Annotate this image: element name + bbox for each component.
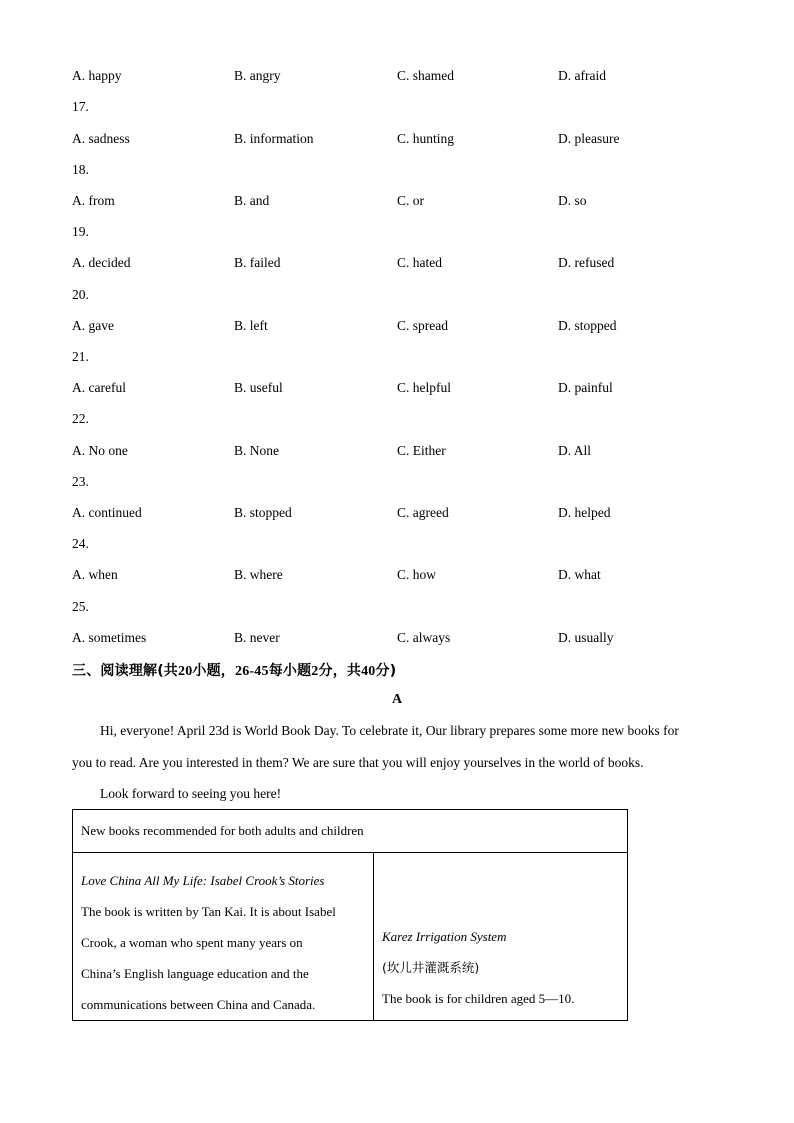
section-total: 40: [361, 664, 376, 679]
option-a: A. No one: [72, 443, 128, 458]
section-heading: [72, 660, 396, 680]
option-c: C. hated: [397, 255, 442, 270]
option-d: D. refused: [558, 255, 615, 270]
section-mid: 小题，: [192, 663, 236, 679]
passage-label: A: [391, 692, 403, 707]
option-b: B. where: [234, 567, 283, 582]
option-d: D. pleasure: [558, 131, 620, 146]
book-description-line: communications between China and Canada.: [81, 997, 316, 1012]
book-description-line: The book is for children aged 5—10.: [382, 991, 575, 1006]
option-b: B. information: [234, 131, 314, 146]
question-23-options: [72, 505, 722, 525]
question-18-options: [72, 193, 722, 213]
question-number: 23.: [72, 474, 89, 489]
section-mid: 每小题: [268, 663, 312, 679]
option-c: C. hunting: [397, 131, 455, 146]
section-mid: 分，共: [318, 663, 362, 679]
question-number: 22.: [72, 411, 89, 426]
question-number: 24.: [72, 536, 89, 551]
option-a: A. gave: [72, 318, 114, 333]
question-21-options: [72, 380, 722, 400]
section-points-each: 2: [311, 664, 319, 679]
option-c: C. agreed: [397, 505, 449, 520]
question-number: 21.: [72, 349, 89, 364]
section-count: 20: [178, 664, 193, 679]
book-title: Love China All My Life: Isabel Crook’s Stories: [81, 873, 325, 888]
question-20-options: [72, 318, 722, 338]
book-table: [72, 809, 628, 1021]
section-prefix: 三、阅读理解(共: [72, 663, 178, 679]
option-b: B. useful: [234, 380, 283, 395]
section-suffix: 分): [375, 663, 397, 679]
question-25-options: [72, 630, 722, 650]
option-a: A. sadness: [72, 131, 130, 146]
question-22-options: [72, 443, 722, 463]
question-number: 19.: [72, 224, 89, 239]
option-b: B. stopped: [234, 505, 292, 520]
section-range: 26-45: [235, 664, 269, 679]
option-a: A. decided: [72, 255, 131, 270]
option-d: D. so: [558, 193, 587, 208]
option-d: D. afraid: [558, 68, 606, 83]
option-d: D. painful: [558, 380, 613, 395]
book-cell-left: [73, 853, 374, 1021]
paragraph-line: Look forward to seeing you here!: [100, 786, 282, 801]
option-c: C. how: [397, 567, 437, 582]
question-16-options: [72, 68, 722, 88]
question-number: 25.: [72, 599, 89, 614]
option-d: D. stopped: [558, 318, 617, 333]
question-19-options: [72, 255, 722, 275]
option-b: B. left: [234, 318, 268, 333]
book-subtitle: (坎儿井灌溉系统): [382, 960, 480, 975]
option-c: C. shamed: [397, 68, 454, 83]
option-d: D. what: [558, 567, 601, 582]
question-number: 18.: [72, 162, 89, 177]
paragraph-line: you to read. Are you interested in them? We are sure that you will enjoy yourselves in the world of books.: [72, 755, 644, 770]
option-d: D. All: [558, 443, 592, 458]
option-d: D. helped: [558, 505, 611, 520]
book-description-line: China’s English language education and the: [81, 966, 309, 981]
book-cell-right: [374, 853, 628, 1021]
book-description-line: The book is written by Tan Kai. It is about Isabel: [81, 904, 336, 919]
option-b: B. None: [234, 443, 279, 458]
question-number: 17.: [72, 99, 89, 114]
option-a: A. happy: [72, 68, 122, 83]
option-d: D. usually: [558, 630, 614, 645]
option-a: A. continued: [72, 505, 142, 520]
book-title: Karez Irrigation System: [382, 929, 507, 944]
option-a: A. when: [72, 567, 118, 582]
option-a: A. from: [72, 193, 115, 208]
option-c: C. Either: [397, 443, 446, 458]
option-c: C. spread: [397, 318, 448, 333]
option-c: C. or: [397, 193, 424, 208]
question-number: 20.: [72, 287, 89, 302]
question-17-options: [72, 131, 722, 151]
paragraph-line: Hi, everyone! April 23d is World Book Day. To celebrate it, Our library prepares some more new books for: [100, 723, 679, 738]
option-a: A. careful: [72, 380, 126, 395]
option-c: C. helpful: [397, 380, 451, 395]
option-c: C. always: [397, 630, 451, 645]
book-description-line: Crook, a woman who spent many years on: [81, 935, 303, 950]
question-24-options: [72, 567, 722, 587]
option-b: B. angry: [234, 68, 281, 83]
option-b: B. never: [234, 630, 280, 645]
option-b: B. failed: [234, 255, 281, 270]
table-header-cell: [73, 810, 628, 853]
option-a: A. sometimes: [72, 630, 147, 645]
option-b: B. and: [234, 193, 270, 208]
table-header: New books recommended for both adults and children: [81, 823, 364, 838]
